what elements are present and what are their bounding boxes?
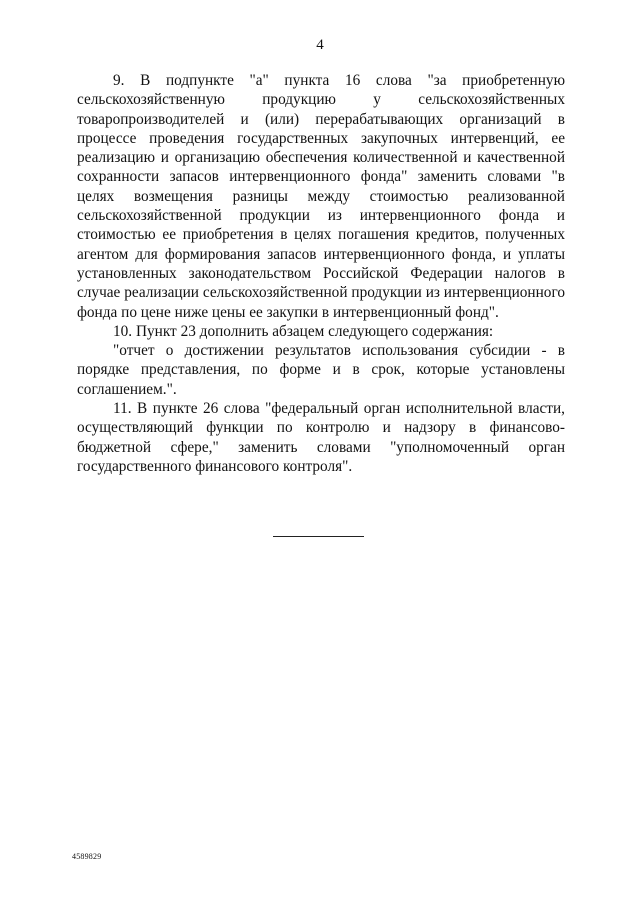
paragraph-item-11: 11. В пункте 26 слова "федеральный орган исполнительной власти, осуществляющий функции по контролю и надзору в финансово-бюджетной сфере," заменить словами "уполномоченный орган государственного финансового контроля". <box>77 400 565 475</box>
closing-rule <box>273 536 364 537</box>
paragraph-quoted-addition: "отчет о достижении результатов использования субсидии - в порядке представления, по форме и в срок, которые установлены соглашением.". <box>77 342 565 398</box>
paragraph-item-9: 9. В подпункте "а" пункта 16 слова "за приобретенную сельскохозяйственную продукцию у сельскохозяйственных товаропроизводителей и (или) перерабатывающих организаций в процессе проведения государственных закупочных интервенций, ее реализацию и организацию обеспечения количественной и качественной сохранности запасов интервенционного фонда" заменить словами "в целях возмещения разницы между стоимостью реализованной сельскохозяйственной продукции из интервенционного фонда и стоимостью ее приобретения в целях погашения кредитов, полученных агентом для формирования запасов интервенционного фонда, и уплаты установленных законодательством Российской Федерации налогов в случае реализации сельскохозяйственной продукции из интервенционного фонда по цене ниже цены ее закупки в интервенционный фонд". <box>77 72 565 321</box>
page-number: 4 <box>316 37 324 53</box>
document-code: 4589829 <box>72 852 102 861</box>
document-body <box>77 71 565 476</box>
paragraph-item-10: 10. Пункт 23 дополнить абзацем следующего содержания: <box>113 322 494 340</box>
